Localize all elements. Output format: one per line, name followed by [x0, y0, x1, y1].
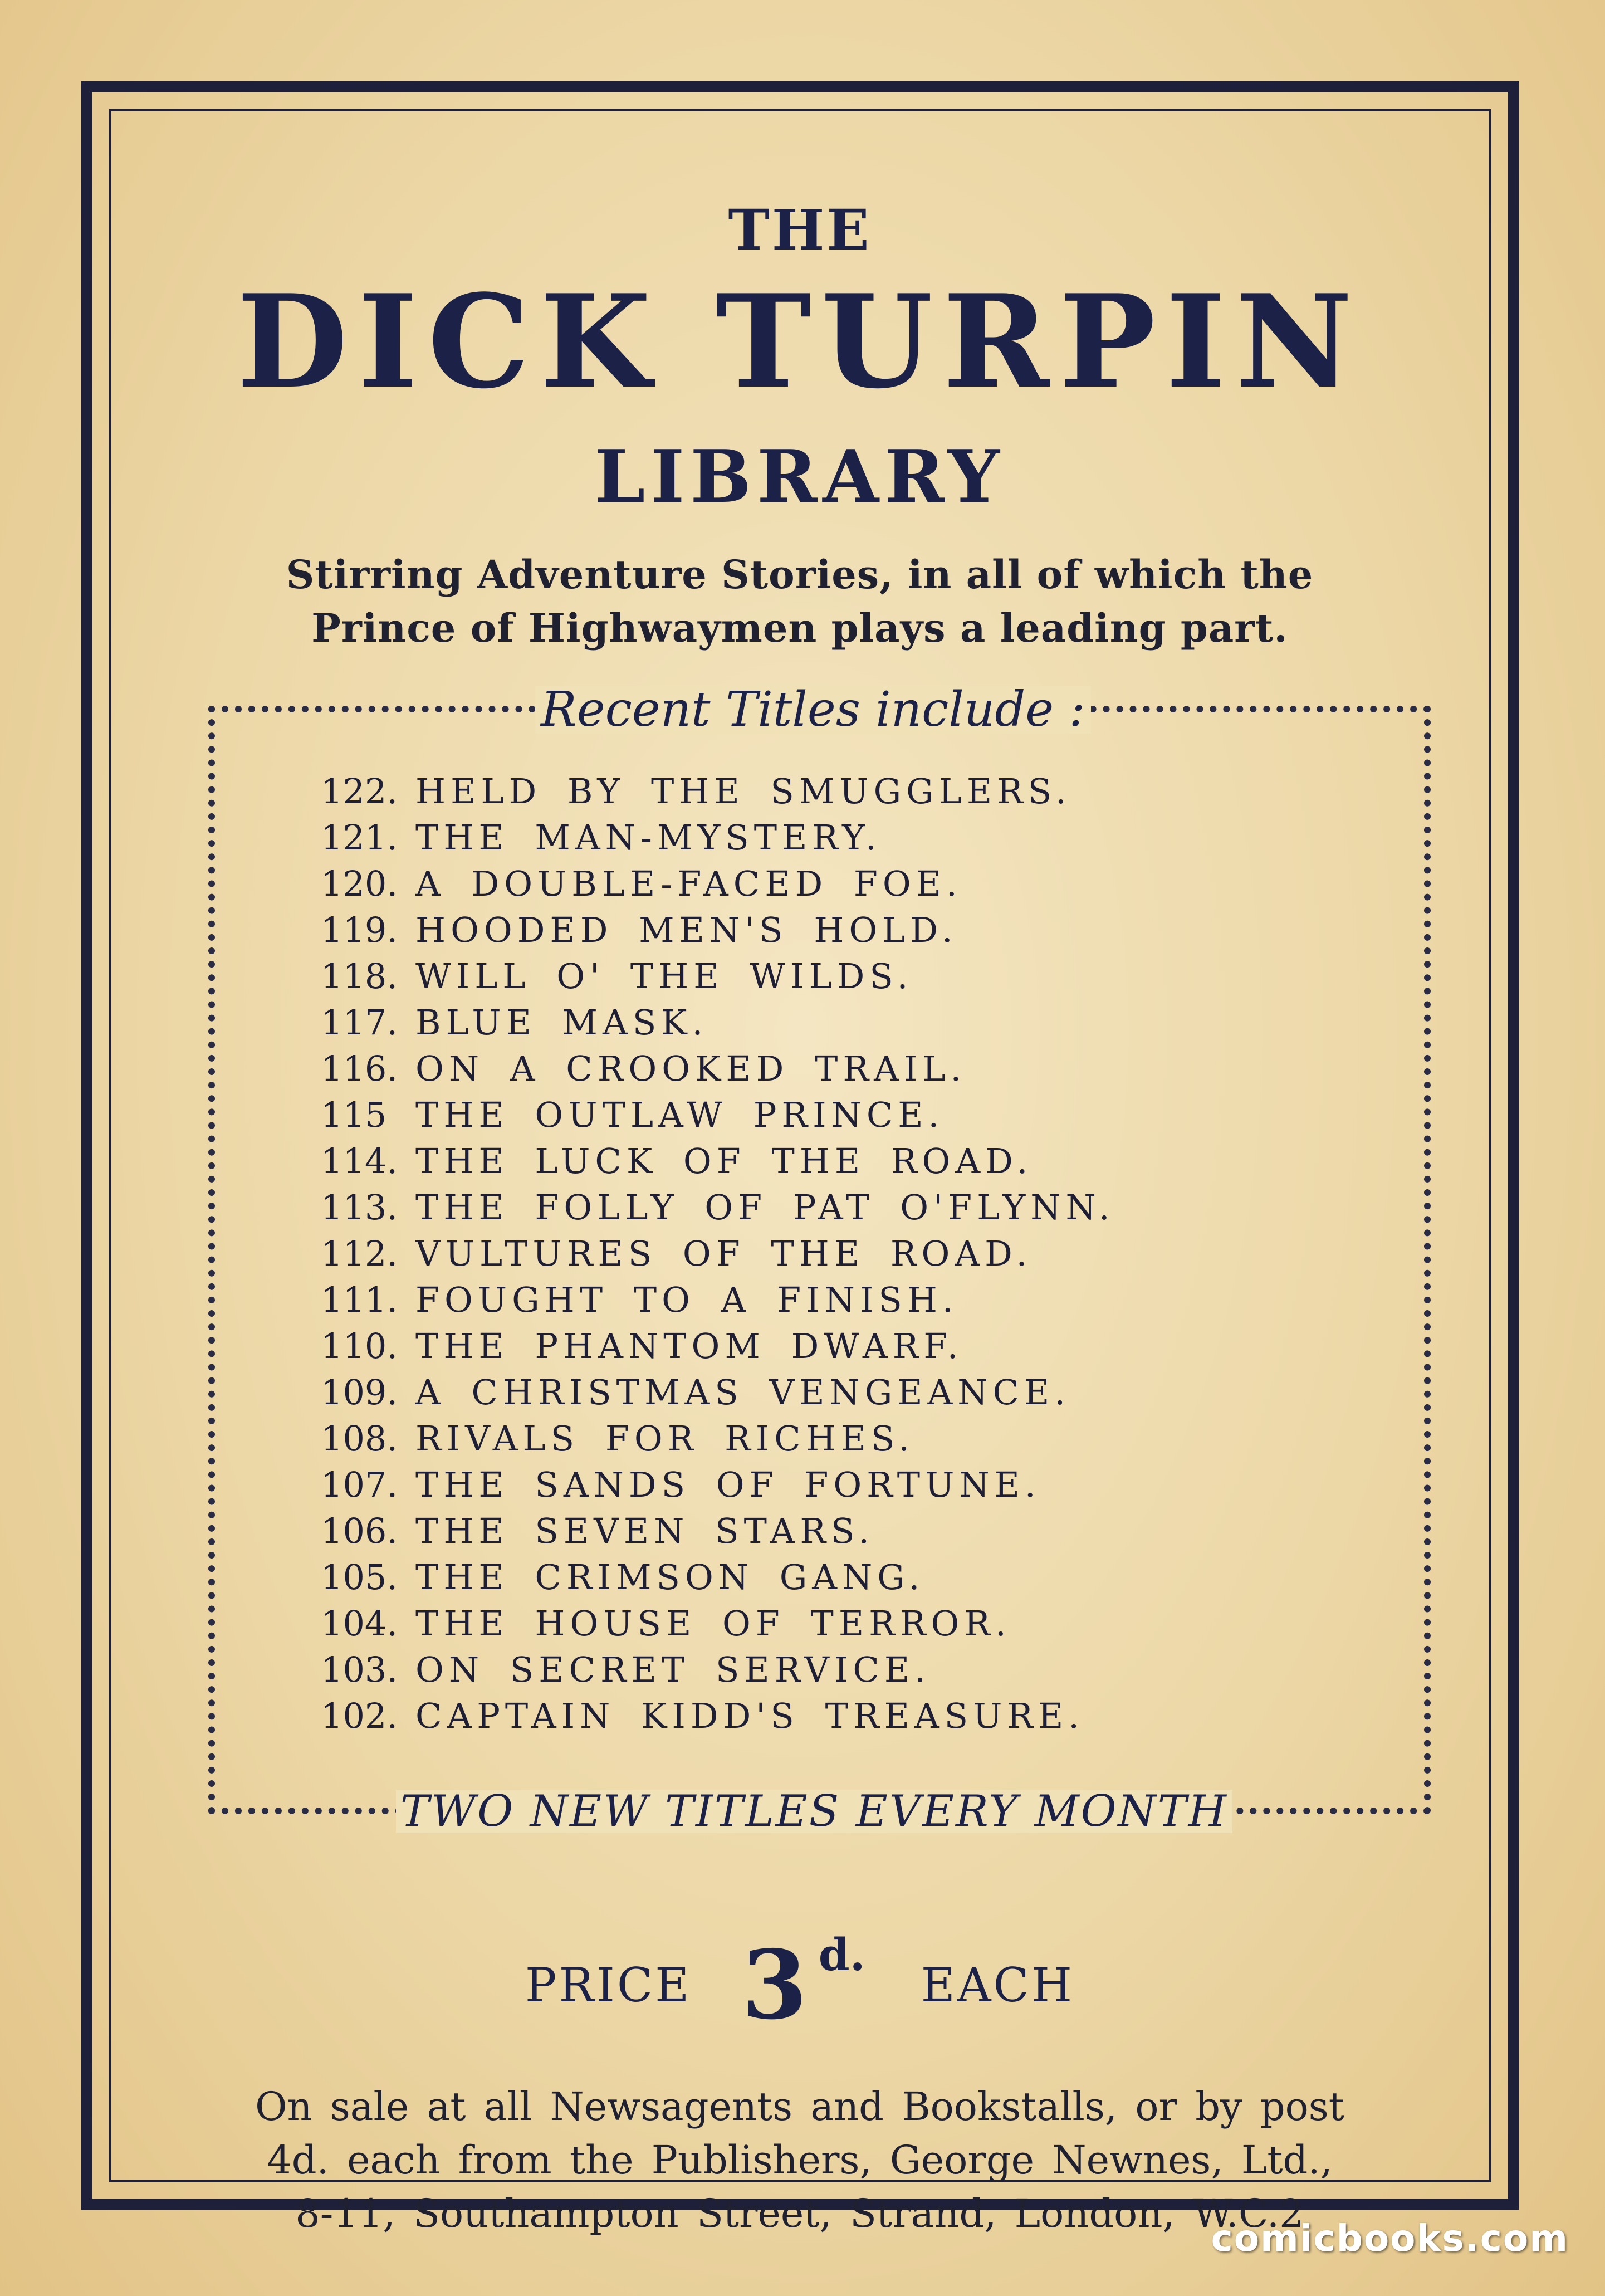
- list-item: [321, 1508, 1115, 1554]
- list-item: [321, 1138, 1115, 1184]
- title-number: 105.: [321, 1557, 398, 1598]
- title-number: 112.: [321, 1233, 398, 1274]
- title-text: ON A CROOKED TRAIL.: [415, 1048, 967, 1089]
- watermark: comicbooks.com: [1211, 2217, 1569, 2260]
- list-item: [321, 1092, 1115, 1138]
- list-item: [321, 1647, 1115, 1693]
- price-unit: d.: [818, 1928, 865, 1981]
- title-number: 119.: [321, 910, 398, 950]
- title-text: HELD BY THE SMUGGLERS.: [415, 771, 1071, 812]
- inner-border: [109, 109, 1491, 2236]
- title-text: A DOUBLE-FACED FOE.: [415, 863, 962, 904]
- list-item: [321, 814, 1115, 861]
- title-number: 116.: [321, 1048, 398, 1089]
- title-number: 109.: [321, 1372, 398, 1413]
- title-number: 108.: [321, 1418, 398, 1459]
- price-line: [111, 1928, 1489, 2041]
- sale-info: [111, 2080, 1489, 2240]
- sale-line-1: On sale at all Newsagents and Bookstalls, or by post: [255, 2084, 1344, 2129]
- list-item: [321, 953, 1115, 999]
- title-number: 120.: [321, 863, 398, 904]
- title-text: HOODED MEN'S HOLD.: [415, 910, 958, 950]
- header-library: LIBRARY: [594, 434, 1005, 519]
- list-item: [321, 768, 1115, 814]
- page-title: DICK TURPIN: [237, 267, 1363, 417]
- recent-titles-box: [208, 682, 1431, 1836]
- title-text: THE SANDS OF FORTUNE.: [415, 1464, 1041, 1505]
- list-item: [321, 1277, 1115, 1323]
- list-item: [321, 861, 1115, 907]
- title-text: THE SEVEN STARS.: [415, 1511, 874, 1551]
- title-text: THE HOUSE OF TERROR.: [415, 1603, 1011, 1644]
- header-the: THE: [728, 197, 872, 263]
- title-number: 113.: [321, 1187, 398, 1228]
- title-number: 111.: [321, 1279, 398, 1320]
- list-item: [321, 1600, 1115, 1647]
- title-number: 117.: [321, 1002, 398, 1043]
- title-number: 103.: [321, 1649, 398, 1690]
- tagline-line-1: Stirring Adventure Stories, in all of which the: [286, 551, 1314, 598]
- title-text: RIVALS FOR RICHES.: [415, 1418, 915, 1459]
- list-item: [321, 1415, 1115, 1462]
- list-item: [321, 1369, 1115, 1415]
- title-text: THE FOLLY OF PAT O'FLYNN.: [415, 1187, 1115, 1228]
- list-item: [321, 1046, 1115, 1092]
- title-text: A CHRISTMAS VENGEANCE.: [415, 1372, 1070, 1413]
- title-number: 106.: [321, 1511, 398, 1551]
- title-text: ON SECRET SERVICE.: [415, 1649, 931, 1690]
- title-number: 114.: [321, 1141, 398, 1181]
- title-number: 104.: [321, 1603, 398, 1644]
- list-item: [321, 907, 1115, 953]
- title-number: 107.: [321, 1464, 398, 1505]
- list-item: [321, 1693, 1115, 1739]
- price-label: PRICE: [525, 1958, 692, 2012]
- title-text: VULTURES OF THE ROAD.: [415, 1233, 1033, 1274]
- sale-line-3: 8-11, Southampton Street, Strand, London, W.C.2: [295, 2191, 1304, 2236]
- list-item: [321, 1184, 1115, 1230]
- titles-list: [321, 768, 1115, 1739]
- title-text: BLUE MASK.: [415, 1002, 708, 1043]
- tagline-line-2: Prince of Highwaymen plays a leading part.: [311, 605, 1288, 651]
- list-item: [321, 1554, 1115, 1600]
- list-item: [321, 1462, 1115, 1508]
- outer-border: [81, 81, 1519, 2236]
- new-titles-notice: TWO NEW TITLES EVERY MONTH: [396, 1790, 1232, 1833]
- title-number: 115: [321, 1095, 387, 1135]
- sale-line-2: 4d. each from the Publishers, George Newnes, Ltd.,: [267, 2137, 1333, 2183]
- title-text: THE CRIMSON GANG.: [415, 1557, 925, 1598]
- title-text: THE OUTLAW PRINCE.: [415, 1095, 945, 1135]
- title-number: 102.: [321, 1696, 398, 1736]
- title-number: 118.: [321, 956, 398, 996]
- tagline: [111, 548, 1489, 655]
- title-number: 110.: [321, 1326, 398, 1366]
- title-text: CAPTAIN KIDD'S TREASURE.: [415, 1696, 1085, 1736]
- recent-titles-heading: Recent Titles include :: [535, 686, 1091, 734]
- list-item: [321, 1230, 1115, 1277]
- list-item: [321, 1323, 1115, 1369]
- title-text: THE MAN-MYSTERY.: [415, 817, 882, 858]
- title-text: WILL O' THE WILDS.: [415, 956, 913, 996]
- title-number: 121.: [321, 817, 398, 858]
- title-number: 122.: [321, 771, 398, 812]
- title-text: THE PHANTOM DWARF.: [415, 1326, 963, 1366]
- price-each: EACH: [921, 1958, 1075, 2012]
- title-text: THE LUCK OF THE ROAD.: [415, 1141, 1033, 1181]
- title-text: FOUGHT TO A FINISH.: [415, 1279, 958, 1320]
- price-value: 3: [741, 1929, 808, 2041]
- list-item: [321, 999, 1115, 1046]
